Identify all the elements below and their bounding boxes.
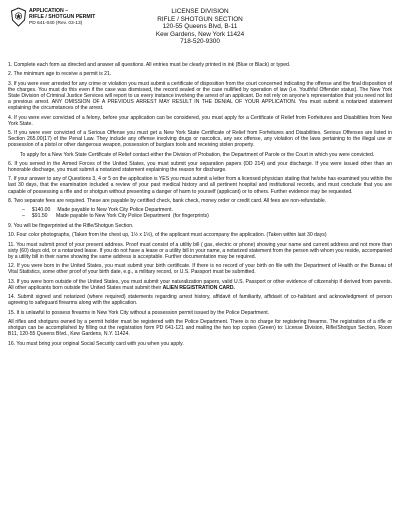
instruction-7: 7. If your answer to any of Questions 3, 4 or 5 on the application is YES you must submit a letter from a licensed physician stating that he/she has examined you within the last 30 days, that the examination included a review of your past medical history and all pertinent hospital and institutional records, and must conclude that you are capable of possessing a rifle and or shotgun without presenting a danger of harm to yourself (applicant) or to others. Further evidence may be requested.	[8, 176, 392, 195]
instruction-9: 9. You will be fingerprinted at the Rifle/Shotgun Section.	[8, 222, 134, 229]
instruction-4: 4. If you were ever convicted of a felony, before your application can be considered, you must apply for a Certificate of Relief from Forfeitures and Disabilities from New York State.	[8, 114, 392, 127]
instruction-1: 1. Complete each form as directed and answer all questions. All entries must be clearly printed in ink (Blue or Black) or typed.	[8, 62, 291, 68]
address-line-city: Kew Gardens, New York 11424	[155, 30, 245, 38]
instruction-6: 6. If you served in the Armed Forces of the United States, you must submit your separation papers (DD 214) and your discharge. If you were issued other than an honorable discharge, you must submit a notarized statement explaining the reason for discharge.	[8, 160, 392, 173]
form-title-line1: APPLICATION –	[29, 8, 69, 14]
address-line-street: 120-55 Queens Blvd, B-11	[162, 23, 238, 30]
instruction-5-continued: To apply for a New York State Certificate of Relief contact either the Division of Probation, the Department of Parole or the Court in which you were convicted.	[20, 151, 375, 158]
instruction-13	[8, 279, 392, 291]
form-number: PD 641-040 (Rev. 03-13)	[29, 20, 83, 26]
division-address	[8, 8, 392, 46]
instruction-15: 15. It is unlawful to possess firearms in New York City without a possession permit issued by the Police Department.	[8, 309, 270, 316]
instruction-14: 14. Submit signed and notarized (where required) statements regarding arrest history, affidavit of familiarity, affidavit of co-habitant and acknowledgment of person agreeing to safeguard firearms along with the application.	[8, 294, 392, 307]
instruction-16: 16. You must bring your original Social Security card with you when you apply.	[8, 340, 184, 347]
address-line-division: LICENSE DIVISION	[171, 8, 229, 15]
form-title-line2: RIFLE / SHOTGUN PERMIT	[29, 14, 96, 21]
instruction-8: 8. Two separate fees are required. These are payable by certified check, bank check, money order or credit card. All fees are non-refundable.	[8, 197, 327, 204]
alien-registration-card-label: ALIEN REGISTRATION CARD.	[162, 284, 235, 291]
instruction-11: 11. You must submit proof of your present address. Proof must consist of a utility bill ( gas, electric or phone) showing your name and current address and not more than sixty (60) days old, or a notarized lease. If you do not have a lease or a utility bill in your name, a notarized statement from the person with whom you reside, accompanied by a utility bill in their name showing the same address is acceptable. Further documentation may be required.	[8, 241, 392, 260]
document-header	[8, 4, 392, 62]
address-line-section: RIFLE / SHOTGUN SECTION	[157, 15, 243, 23]
instruction-5: 5. If you were ever convicted of a Serious Offense you must get a New York State Certificate of Relief from Forfeitures and Disabilities. Serious Offenses are listed in Section 265.00(17) of the Penal Law. They include any offense involving drugs or narcotics, any sex offense, any violation of the laws pertaining to the illegal use or possession of a pistol or other dangerous weapon, possession of burglars tools and receiving stolen property.	[8, 129, 392, 149]
fee-fingerprints: – $91.50 Made payable to New York City Police Department (for fingerprints)	[22, 213, 209, 220]
instruction-3: 3. If you were ever arrested for any crime or violation you must submit a certificate of disposition from the court concerned indicating the offense and the final disposition of the charges. You must do this even if the case was dismissed, the record sealed or the case nullified by operation of law (i.e. Youthful Offender status). The New York State Division of Criminal Justice Services will report to us every instance involving the arrest of an applicant. Do not rely on anyone's representation that you need not list a previous arrest. ANY OMISSION OF A PREVIOUS ARREST MAY RESULT IN THE DENIAL OF YOUR APPLICATION. You must submit a notarized statement explaining the circumstances of the arrest.	[8, 80, 392, 112]
instruction-13-text: 13. If you were born outside of the United States, you must submit your naturalization papers, valid U.S. Passport or other evidence of citizenship if derived from parents. All other applicants born outside the United States must submit their	[8, 278, 392, 291]
fee-permit: – $140.00 Made payable to New York City Police Department.	[22, 207, 173, 214]
instruction-2: 2. The minimum age to receive a permit is 21.	[8, 71, 112, 78]
instruction-12: 12. If you were born in the United States, you must submit your birth certificate. If there is no record of your birth on file with the Department of Health or the Bureau of Vital Statistics, some other proof of your birth date, e.g., a military record, or U.S. Passport must be submitted.	[8, 263, 392, 276]
instruction-15-continued: All rifles and shotguns owned by a permit holder must be registered with the Police Department. There is no charge for registering firearms. The registration of a rifle or shotgun can be accomplished by filling out the registration form PD 641-121 and mailing the two top copies (Green) to: License Division, Rifle/Shotgun Section, Room B11, 120-55 Queens Blvd., Kew Gardens, N.Y. 11424.	[8, 319, 392, 338]
instruction-10: 10. Four color photographs, (Taken from the chest up, 1½ x 1½), of the applicant must accompany the application. (Taken within last 30 days)	[8, 232, 327, 239]
address-line-phone: 718-520-9300	[180, 38, 220, 45]
instructions-list	[8, 62, 392, 347]
